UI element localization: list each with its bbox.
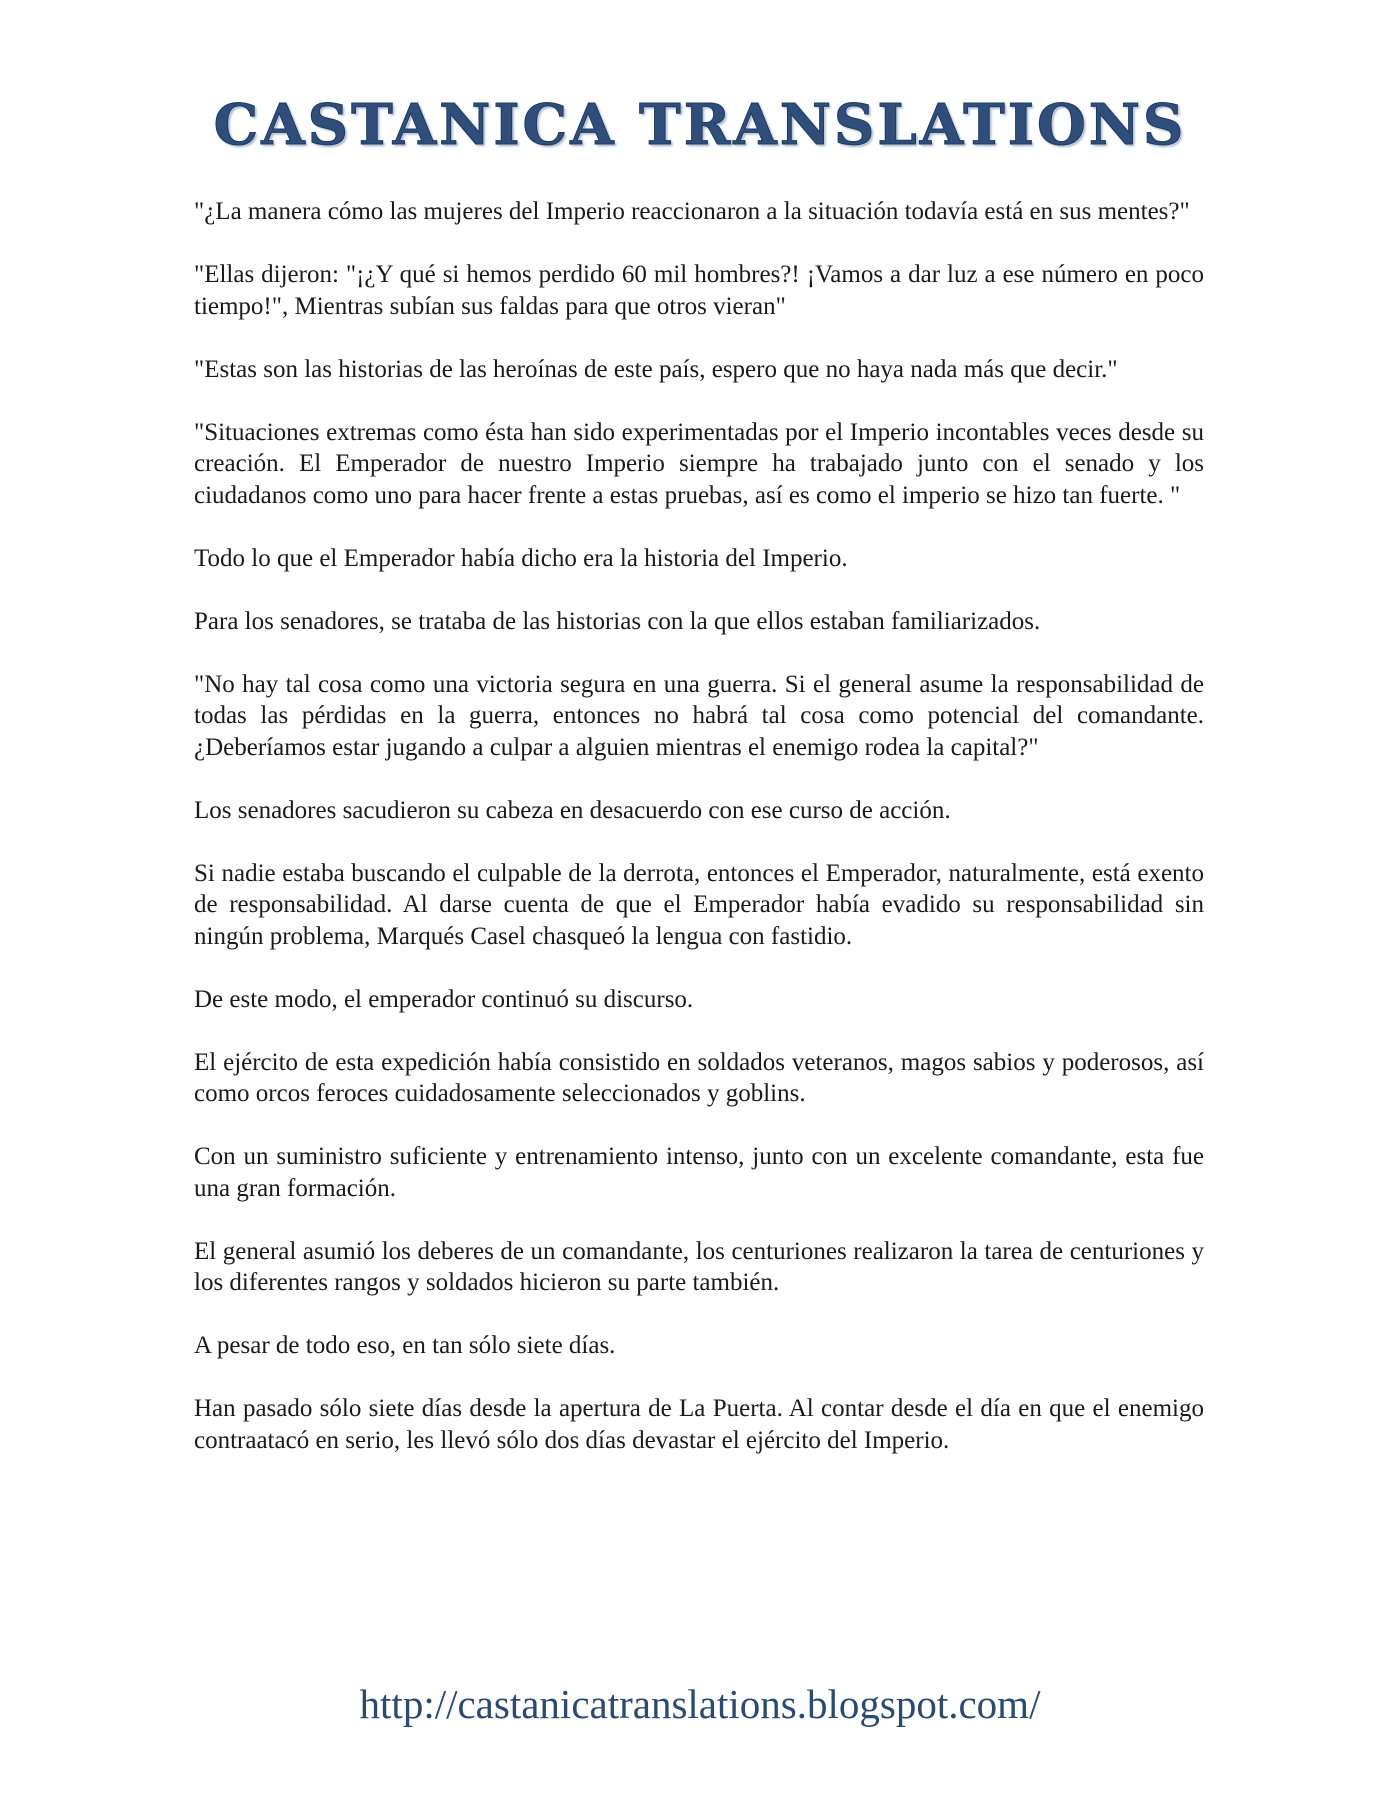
site-title: CASTANICA TRANSLATIONS — [213, 92, 1187, 158]
paragraph-8: Los senadores sacudieron su cabeza en desacuerdo con ese curso de acción. — [194, 796, 951, 824]
paragraph-5: Todo lo que el Emperador había dicho era la historia del Imperio. — [194, 544, 848, 572]
paragraph-15: Han pasado sólo siete días desde la apertura de La Puerta. Al contar desde el día en que el enemigo contraatacó en serio, les llevó sólo dos días devastar el ejército del Imperio. — [194, 1395, 1204, 1454]
header — [0, 92, 1400, 158]
paragraph-11: El ejército de esta expedición había consistido en soldados veteranos, magos sabios y poderosos, así como orcos feroces cuidadosamente seleccionados y goblins. — [194, 1048, 1204, 1107]
paragraph-10: De este modo, el emperador continuó su discurso. — [194, 985, 694, 1013]
paragraph-1: "¿La manera cómo las mujeres del Imperio reaccionaron a la situación todavía está en sus mentes?" — [194, 198, 1190, 225]
paragraph-7: "No hay tal cosa como una victoria segura en una guerra. Si el general asume la responsabilidad de todas las pérdidas en la guerra, entonces no habrá tal cosa como potencial del comandante. ¿Deberíamos estar jugando a culpar a alguien mientras el enemigo rodea la capital?" — [194, 670, 1204, 761]
paragraph-6: Para los senadores, se trataba de las historias con la que ellos estaban familiarizados. — [194, 607, 1041, 635]
paragraph-3: "Estas son las historias de las heroínas de este país, espero que no haya nada más que decir." — [194, 355, 1118, 383]
body-text — [194, 196, 1204, 1488]
paragraph-9: Si nadie estaba buscando el culpable de la derrota, entonces el Emperador, naturalmente, está exento de responsabilidad. Al darse cuenta de que el Emperador había evadido su responsabilidad sin ningún problema, Marqués Casel chasqueó la lengua con fastidio. — [194, 859, 1204, 950]
paragraph-12: Con un suministro suficiente y entrenamiento intenso, junto con un excelente comandante, esta fue una gran formación. — [194, 1143, 1204, 1202]
blog-url-link[interactable]: http://castanicatranslations.blogspot.com/ — [359, 1681, 1041, 1727]
paragraph-13: El general asumió los deberes de un comandante, los centuriones realizaron la tarea de centuriones y los diferentes rangos y soldados hicieron su parte también. — [194, 1237, 1204, 1296]
paragraph-4: "Situaciones extremas como ésta han sido experimentadas por el Imperio incontables veces desde su creación. El Emperador de nuestro Imperio siempre ha trabajado junto con el senado y los ciudadanos como uno para hacer frente a estas pruebas, así es como el imperio se hizo tan fuerte. " — [194, 418, 1204, 509]
paragraph-14: A pesar de todo eso, en tan sólo siete días. — [194, 1332, 616, 1359]
footer — [0, 1680, 1400, 1728]
paragraph-2: "Ellas dijeron: "¡¿Y qué si hemos perdido 60 mil hombres?! ¡Vamos a dar luz a ese número en poco tiempo!", Mientras subían sus faldas para que otros vieran" — [194, 261, 1204, 320]
